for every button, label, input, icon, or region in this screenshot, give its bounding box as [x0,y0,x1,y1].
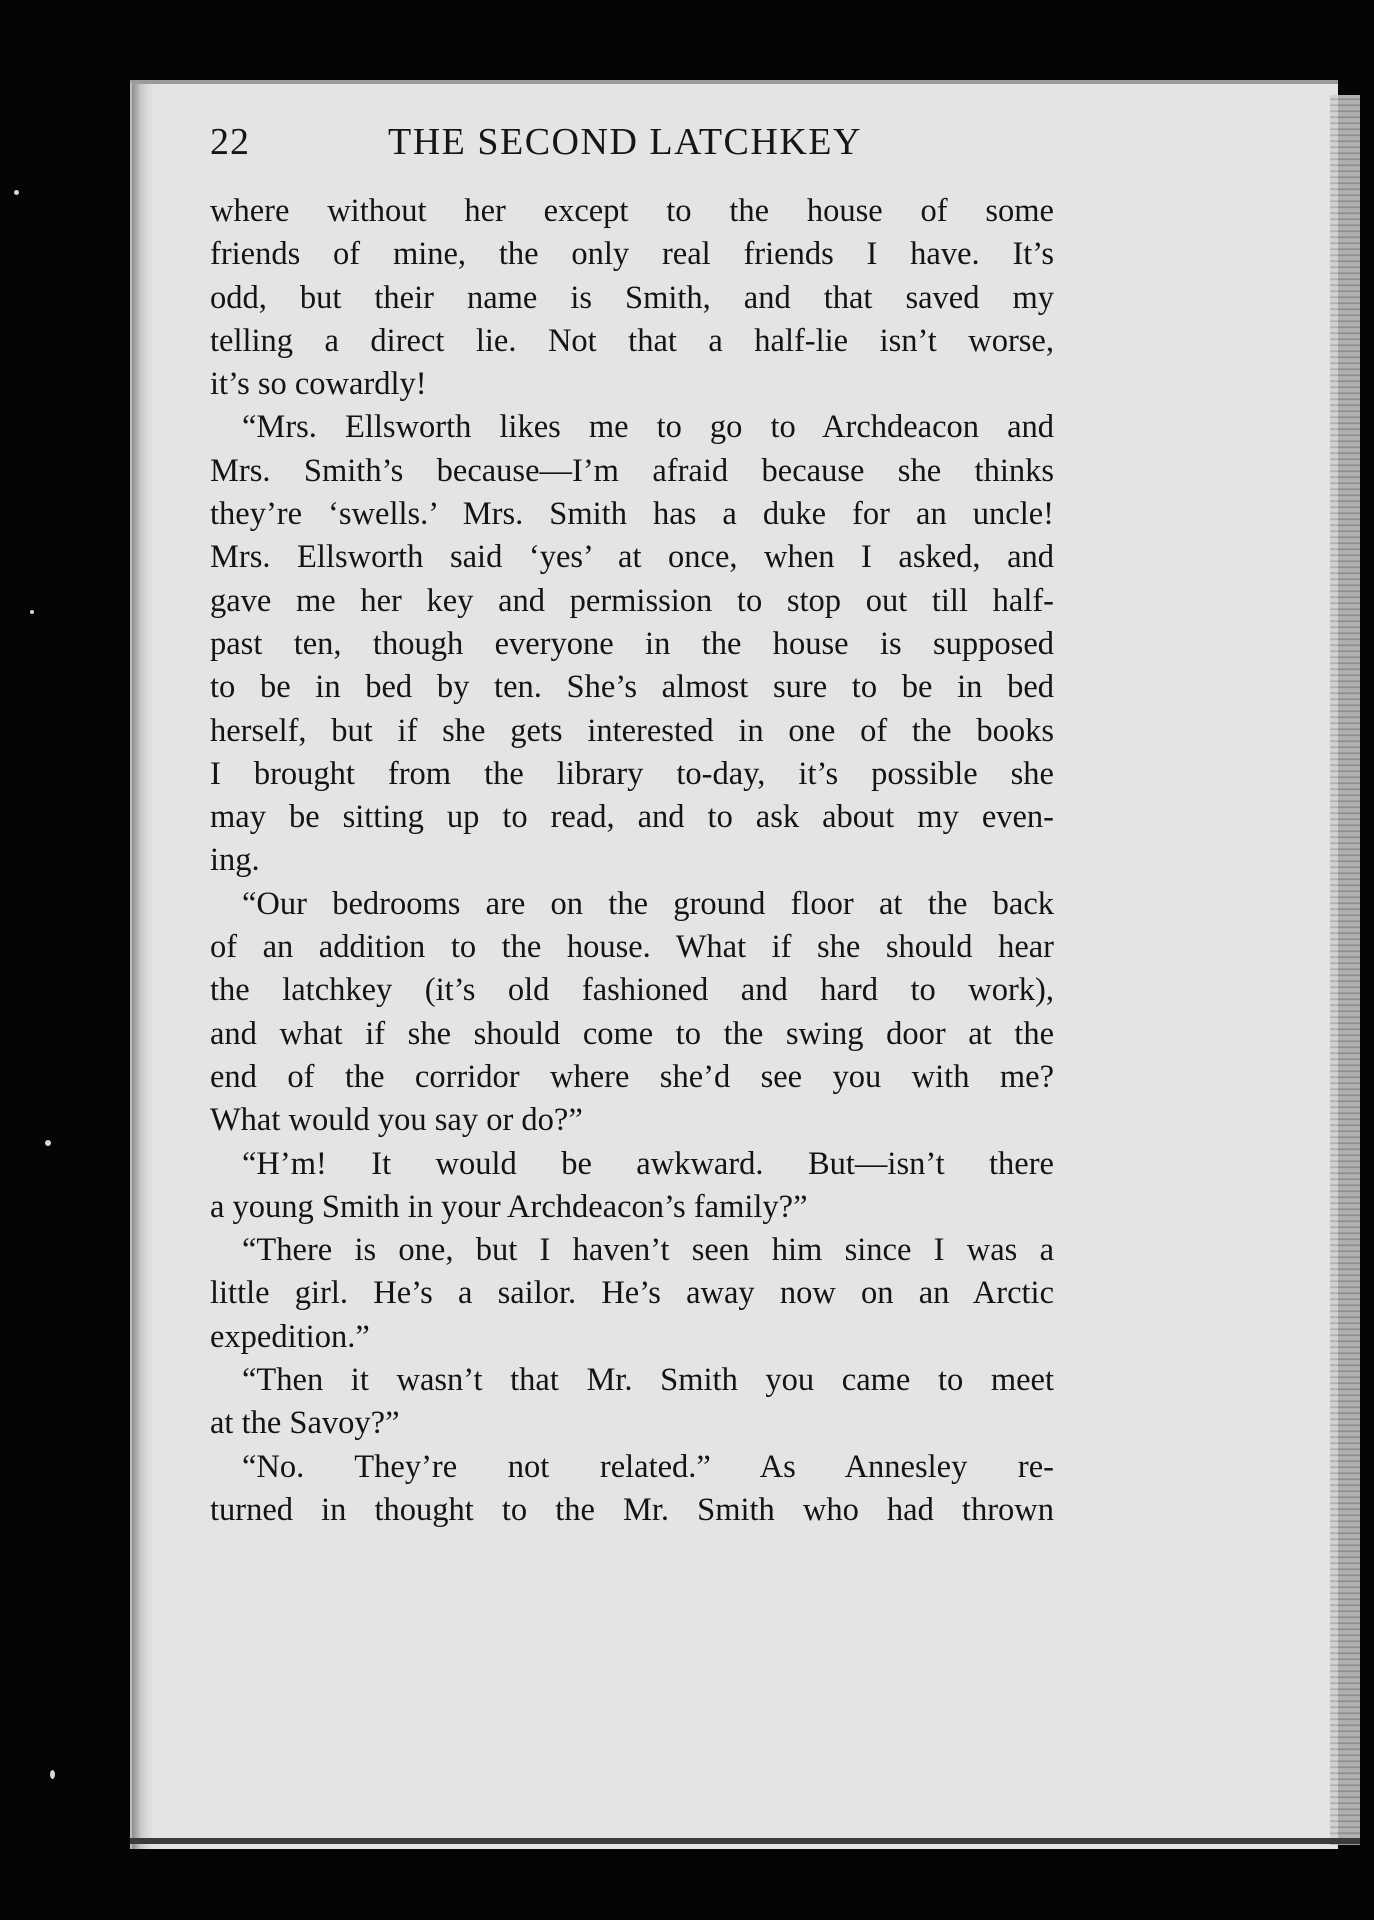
text-line: they’re ‘swells.’ Mrs. Smith has a duke for an uncle! [210,496,1054,533]
text-line: Mrs. Ellsworth said ‘yes’ at once, when I asked, and [210,539,1054,576]
dust-speck [50,1770,55,1779]
text-line: herself, but if she gets interested in one of the books [210,712,1054,749]
page-number: 22 [210,121,250,163]
page-bottom-edge [130,1838,1360,1844]
text-line: turned in thought to the Mr. Smith who had thrown [210,1491,1054,1528]
text-line: little girl. He’s a sailor. He’s away now on an Arctic [210,1275,1054,1312]
text-line: friends of mine, the only real friends I have. It’s [210,236,1054,273]
text-line: at the Savoy?” [210,1405,400,1442]
text-line: odd, but their name is Smith, and that saved my [210,279,1054,316]
text-line: past ten, though everyone in the house is supposed [210,625,1054,662]
dust-speck [30,610,34,614]
text-line: where without her except to the house of some [210,193,1054,229]
text-line: “No. They’re not related.” As Annesley re- [242,1448,1054,1485]
dust-speck [45,1140,51,1146]
page-fore-edge [1330,95,1360,1845]
text-line: “Then it wasn’t that Mr. Smith you came to meet [242,1362,1054,1399]
text-line: telling a direct lie. Not that a half-lie isn’t worse, [210,322,1054,359]
text-line: it’s so cowardly! [210,366,427,403]
text-line: Mrs. Smith’s because—I’m afraid because she thinks [210,452,1054,489]
running-header [210,120,1030,180]
text-line: and what if she should come to the swing door at the [210,1015,1054,1052]
text-line: What would you say or do?” [210,1102,583,1139]
text-line: “Mrs. Ellsworth likes me to go to Archdeacon and [242,409,1054,446]
page-gutter-shadow [132,84,154,1849]
text-line: expedition.” [210,1318,370,1355]
body-text [210,190,1054,1532]
running-title: THE SECOND LATCHKEY [388,121,862,163]
dust-speck [14,190,19,195]
text-line: “There is one, but I haven’t seen him since I was a [242,1232,1054,1269]
text-line: of an addition to the house. What if she should hear [210,929,1054,966]
text-line: the latchkey (it’s old fashioned and hard to work), [210,972,1054,1009]
text-line: a young Smith in your Archdeacon’s family?” [210,1188,808,1225]
text-line: I brought from the library to-day, it’s possible she [210,755,1054,792]
text-line: gave me her key and permission to stop out till half- [210,582,1054,619]
text-line: end of the corridor where she’d see you with me? [210,1058,1054,1095]
text-line: “H’m! It would be awkward. But—isn’t there [242,1145,1054,1182]
text-line: may be sitting up to read, and to ask about my even- [210,799,1054,836]
text-line: to be in bed by ten. She’s almost sure to be in bed [210,669,1054,706]
text-line: “Our bedrooms are on the ground floor at the back [242,885,1054,922]
text-line: ing. [210,842,260,879]
